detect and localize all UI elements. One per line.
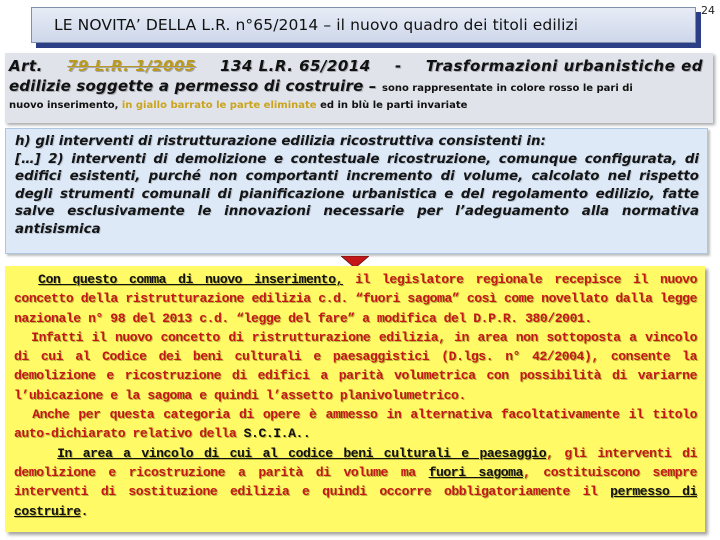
- article-struck-reference: 79 L.R. 1/2005: [67, 57, 196, 75]
- page-number: 24: [701, 4, 715, 17]
- article-dash: -: [394, 57, 402, 75]
- commentary-paragraph-2: Infatti il nuovo concetto di ristrutturazione edilizia, in area non sottoposta a vincolo di cui al Codice dei beni culturali e paesaggistici (D.lgs. n° 42/2004), consente la demolizione e ricostruzione di edifici a parità volumetrica con possibilità di variarne l’ubicazione e la sagoma e quindi l’assetto planivolumetrico.: [14, 329, 705, 403]
- commentary-paragraph-1: [14, 270, 697, 328]
- article-prefix: Art.: [9, 57, 43, 75]
- article-heading-box: [5, 53, 713, 123]
- commentary-paragraph-3: [14, 405, 705, 444]
- article-title-part-1: Trasformazioni urbanistiche ed: [425, 57, 703, 75]
- commentary-p1-indent: [14, 272, 38, 287]
- law-quote-box: [5, 128, 708, 254]
- article-heading-line-1: [9, 57, 703, 75]
- article-heading-line-2: [9, 77, 703, 95]
- legend-new-parts: nuovo inserimento,: [9, 100, 119, 111]
- commentary-paragraph-4: [14, 444, 697, 521]
- article-title-part-2: edilizie soggette a permesso di costruire –: [9, 77, 377, 95]
- article-current-reference: 134 L.R. 65/2014: [220, 57, 371, 75]
- slide-title-box: [31, 7, 696, 43]
- law-quote-line-2: […] 2) interventi di demolizione e contestuale ricostruzione, comunque configurata, di edifici esistenti, purché non comportanti incremento di volume, calcolato nel rispetto degli strumenti comunali di pianificazione urbanistica e del regolamento edilizio, fatte salve esclusivamente le innovazioni necessarie per l’adeguamento alla normativa antisismica: [15, 151, 699, 237]
- commentary-p1-lead: Con questo comma di nuovo inserimento,: [38, 272, 344, 287]
- commentary-p3-body: Anche per questa categoria di opere è ammesso in alternativa facoltativamente il titolo auto-dichiarato relativo della: [14, 407, 705, 442]
- commentary-p4-body-2: , costituiscono sempre interventi di sostituzione edilizia e quindi occorre obbligatoriamente il: [14, 464, 697, 500]
- commentary-p4-indent: [14, 446, 57, 461]
- slide-title: LE NOVITA’ DELLA L.R. n°65/2014 – il nuovo quadro dei titoli edilizi: [54, 16, 579, 34]
- commentary-p4-end: .: [80, 503, 89, 519]
- commentary-p4-body: , gli interventi di demolizione e ricostruzione a parità di volume ma: [14, 445, 697, 480]
- legend-unchanged-parts: ed in blù le parti invariate: [320, 100, 468, 111]
- legend-intro: sono rappresentate in colore rosso le pari di: [382, 83, 633, 94]
- commentary-p3-end: .: [302, 426, 311, 442]
- commentary-p4-permesso: permesso di costruire: [14, 484, 697, 519]
- commentary-p1-body: il legislatore regionale recepisce il nuovo concetto della ristrutturazione edilizia c.d. “fuori sagoma” così come novellato dalla legge nazionale n° 98 del 2013 c.d. “legge del fare” a modifica del D.P.R. 380/2001.: [14, 272, 697, 326]
- article-legend-line: [9, 100, 703, 111]
- law-quote-line-1: h) gli interventi di ristrutturazione edilizia ricostruttiva consistenti in:: [15, 134, 546, 149]
- commentary-box: [5, 266, 705, 532]
- legend-removed-parts: in giallo barrato le parte eliminate: [121, 100, 317, 111]
- commentary-p3-scia: S.C.I.A.: [243, 426, 303, 442]
- commentary-p4-fuori-sagoma: fuori sagoma: [428, 464, 523, 480]
- commentary-p4-lead: In area a vincolo di cui al codice beni culturali e paesaggio: [57, 445, 547, 461]
